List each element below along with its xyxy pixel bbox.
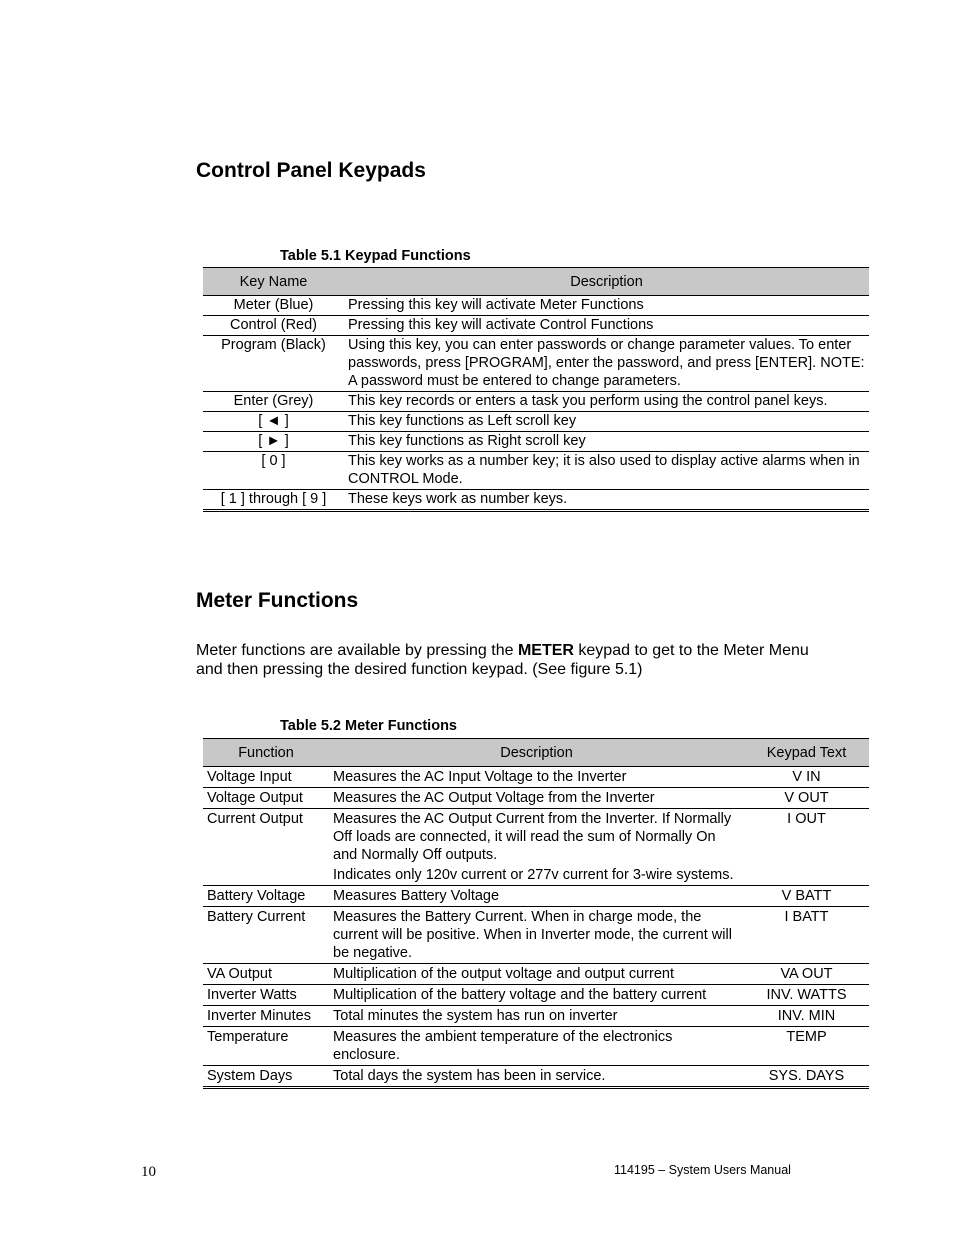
table-row xyxy=(203,432,869,452)
key-name-cell: [ 1 ] through [ 9 ] xyxy=(203,490,344,511)
table-row xyxy=(203,412,869,432)
keypad-text-cell: TEMP xyxy=(744,1027,869,1066)
keypad-text-cell: VA OUT xyxy=(744,964,869,985)
key-name-cell: Enter (Grey) xyxy=(203,392,344,412)
key-name-cell: [ ◄ ] xyxy=(203,412,344,432)
keypad-text-cell: INV. MIN xyxy=(744,1006,869,1027)
column-header-function: Function xyxy=(203,739,329,767)
table-row xyxy=(203,907,869,964)
description-text: Measures the ambient temperature of the electronics enclosure. xyxy=(333,1029,673,1063)
description-cell: This key records or enters a task you perform using the control panel keys. xyxy=(344,392,869,412)
function-cell: Voltage Input xyxy=(203,767,329,788)
keypad-text-cell: SYS. DAYS xyxy=(744,1066,869,1088)
column-header-description: Description xyxy=(344,268,869,296)
table-row xyxy=(203,490,869,511)
description-cell: These keys work as number keys. xyxy=(344,490,869,511)
paragraph-text: Meter functions are available by pressing the xyxy=(196,642,518,659)
description-note: Indicates only 120v current or 277v current for 3-wire systems. xyxy=(333,867,734,883)
keypad-text-cell: I BATT xyxy=(744,907,869,964)
keypad-text-cell: INV. WATTS xyxy=(744,985,869,1006)
table-row xyxy=(203,886,869,907)
footer-doc-title: 114195 – System Users Manual xyxy=(614,1163,791,1177)
description-cell xyxy=(329,1006,744,1027)
function-cell: Temperature xyxy=(203,1027,329,1066)
description-cell xyxy=(329,907,744,964)
key-name-cell: [ 0 ] xyxy=(203,452,344,490)
description-text: Multiplication of the output voltage and output current xyxy=(333,966,674,982)
table-row xyxy=(203,1027,869,1066)
keypad-text-cell: V IN xyxy=(744,767,869,788)
function-cell: Current Output xyxy=(203,809,329,886)
column-header-key-name: Key Name xyxy=(203,268,344,296)
table-row xyxy=(203,767,869,788)
description-text: Measures the AC Output Current from the Inverter. If Normally Off loads are connected, it will read the sum of Normally On and Normally Off outputs. xyxy=(333,811,732,863)
description-cell: Pressing this key will activate Control Functions xyxy=(344,316,869,336)
description-cell xyxy=(329,886,744,907)
description-text: Measures the AC Output Voltage from the Inverter xyxy=(333,790,655,806)
table-row xyxy=(203,1066,869,1088)
table-header-row xyxy=(203,268,869,296)
function-cell: Battery Current xyxy=(203,907,329,964)
meter-intro-paragraph xyxy=(196,641,826,679)
description-cell xyxy=(329,1066,744,1088)
keypad-text-cell: I OUT xyxy=(744,809,869,886)
table-row xyxy=(203,452,869,490)
keypad-functions-table xyxy=(203,267,869,512)
table-header-row xyxy=(203,739,869,767)
meter-functions-table xyxy=(203,738,869,1089)
description-text: Measures Battery Voltage xyxy=(333,888,500,904)
table-row xyxy=(203,985,869,1006)
description-cell xyxy=(329,985,744,1006)
table-row xyxy=(203,1006,869,1027)
table2-caption: Table 5.2 Meter Functions xyxy=(280,718,457,734)
function-cell: Inverter Watts xyxy=(203,985,329,1006)
description-cell: Using this key, you can enter passwords or change parameter values. To enter passwords, press [PROGRAM], enter the password, and press [ENTER]. NOTE: A password must be entered to change parameters. xyxy=(344,336,869,392)
table-row xyxy=(203,392,869,412)
key-name-cell: Program (Black) xyxy=(203,336,344,392)
description-cell xyxy=(329,788,744,809)
description-text: Multiplication of the battery voltage and the battery current xyxy=(333,987,707,1003)
table-row xyxy=(203,788,869,809)
table-row xyxy=(203,336,869,392)
description-cell: Pressing this key will activate Meter Functions xyxy=(344,296,869,316)
description-cell: This key works as a number key; it is also used to display active alarms when in CONTROL Mode. xyxy=(344,452,869,490)
description-cell: This key functions as Right scroll key xyxy=(344,432,869,452)
column-header-description: Description xyxy=(329,739,744,767)
description-cell xyxy=(329,809,744,886)
section-heading-meter: Meter Functions xyxy=(196,589,359,612)
key-name-cell: [ ► ] xyxy=(203,432,344,452)
table-row xyxy=(203,316,869,336)
keypad-text-cell: V OUT xyxy=(744,788,869,809)
description-text: Measures the AC Input Voltage to the Inverter xyxy=(333,769,627,785)
key-name-cell: Control (Red) xyxy=(203,316,344,336)
description-cell xyxy=(329,1027,744,1066)
function-cell: Battery Voltage xyxy=(203,886,329,907)
description-text: Total days the system has been in service. xyxy=(333,1068,606,1084)
table-row xyxy=(203,809,869,886)
function-cell: System Days xyxy=(203,1066,329,1088)
table1-caption: Table 5.1 Keypad Functions xyxy=(280,248,471,264)
section-heading-keypads: Control Panel Keypads xyxy=(196,159,426,182)
table-row xyxy=(203,296,869,316)
description-cell xyxy=(329,767,744,788)
page-number: 10 xyxy=(141,1164,156,1180)
function-cell: VA Output xyxy=(203,964,329,985)
description-text: Measures the Battery Current. When in charge mode, the current will be positive. When in Inverter mode, the current will be negative. xyxy=(333,909,732,961)
keypad-text-cell: V BATT xyxy=(744,886,869,907)
function-cell: Inverter Minutes xyxy=(203,1006,329,1027)
description-cell: This key functions as Left scroll key xyxy=(344,412,869,432)
paragraph-bold-text: METER xyxy=(517,642,574,659)
function-cell: Voltage Output xyxy=(203,788,329,809)
description-cell xyxy=(329,964,744,985)
description-text: Total minutes the system has run on inverter xyxy=(333,1008,618,1024)
paragraph-text: keypad to get to the Meter Menu and then pressing the desired function keypad. (See figure 5.1) xyxy=(196,642,809,678)
table-row xyxy=(203,964,869,985)
key-name-cell: Meter (Blue) xyxy=(203,296,344,316)
column-header-keypad-text: Keypad Text xyxy=(744,739,869,767)
